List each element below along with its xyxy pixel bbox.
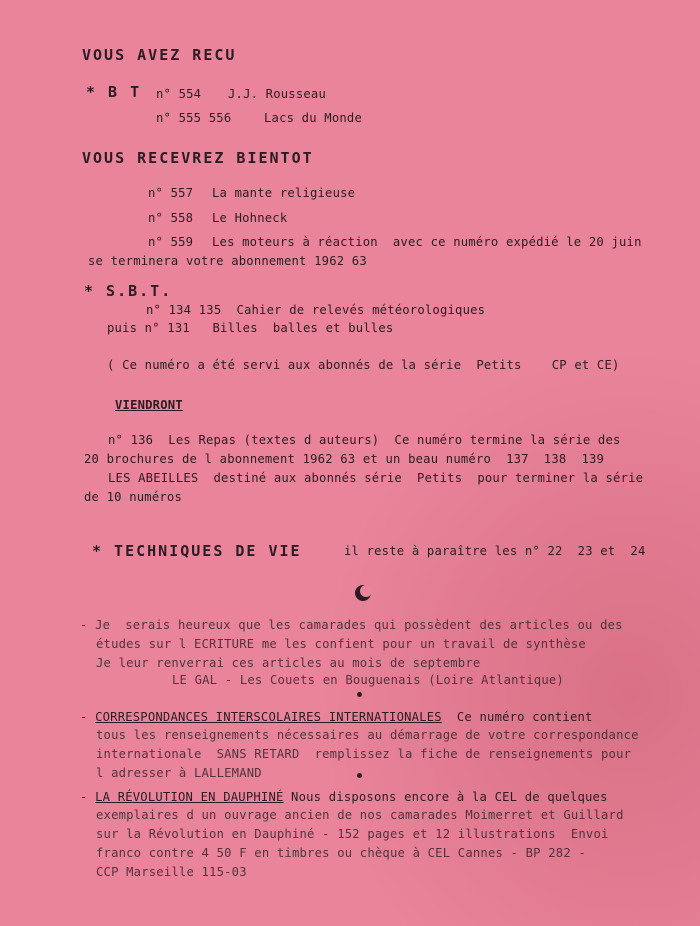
- upcoming-item-number-3: n° 559: [148, 235, 194, 249]
- upcoming-item-number-2: n° 558: [148, 211, 194, 225]
- upcoming-heading: VOUS RECEVREZ BIENTOT: [82, 149, 314, 167]
- upcoming-item-title-1: La mante religieuse: [212, 186, 356, 200]
- viendront-line-4: de 10 numéros: [84, 490, 182, 504]
- received-item-title-2: Lacs du Monde: [264, 111, 362, 125]
- ecriture-line-2: études sur l ECRITURE me les confient pour un travail de synthèse: [96, 637, 586, 651]
- revolution-line-2: exemplaires d un ouvrage ancien de nos camarades Moimerret et Guillard: [96, 808, 624, 822]
- sbt-line-1: n° 134 135 Cahier de relevés météorologiques: [146, 303, 486, 317]
- correspondances-line-4: l adresser à LALLEMAND: [96, 766, 262, 780]
- ecriture-line-3: Je leur renverrai ces articles au mois de septembre: [96, 656, 481, 670]
- sbt-line-2: puis n° 131 Billes balles et bulles: [107, 321, 394, 335]
- viendront-line-1: n° 136 Les Repas (textes d auteurs) Ce numéro termine la série des: [108, 433, 621, 447]
- sbt-label: * S.B.T.: [84, 282, 173, 300]
- viendront-line-2: 20 brochures de l abonnement 1962 63 et un beau numéro 137 138 139: [84, 452, 605, 466]
- upcoming-item-title-3: Les moteurs à réaction avec ce numéro expédié le 20 juin: [212, 235, 642, 249]
- correspondances-line-3: internationale SANS RETARD remplissez la fiche de renseignements pour: [96, 747, 632, 761]
- sbt-note: ( Ce numéro a été servi aux abonnés de la série Petits CP et CE): [107, 358, 620, 372]
- received-item-title-1: J.J. Rousseau: [228, 87, 326, 101]
- subscription-end-text: se terminera votre abonnement 1962 63: [88, 254, 367, 268]
- received-heading: VOUS AVEZ RECU: [82, 46, 237, 64]
- revolution-line-3: sur la Révolution en Dauphiné - 152 pages et 12 illustrations Envoi: [96, 827, 609, 841]
- bt-label: * B T: [86, 83, 142, 101]
- ecriture-line-4: LE GAL - Les Couets en Bouguenais (Loire Atlantique): [172, 673, 564, 687]
- separator-dot: [357, 773, 362, 778]
- revolution-line-1: - LA RÉVOLUTION EN DAUPHINÉ Nous disposons encore à la CEL de quelques: [80, 790, 608, 804]
- techniques-text: il reste à paraître les n° 22 23 et 24: [344, 544, 646, 558]
- viendront-label: VIENDRONT: [115, 398, 183, 412]
- correspondances-line-1: - CORRESPONDANCES INTERSCOLAIRES INTERNATIONALES Ce numéro contient: [80, 710, 593, 724]
- revolution-label: LA RÉVOLUTION EN DAUPHINÉ: [95, 790, 284, 804]
- correspondances-line-2: tous les renseignements nécessaires au démarrage de votre correspondance: [96, 728, 639, 742]
- correspondances-line-1-rest: Ce numéro contient: [441, 710, 593, 724]
- viendront-line-3: LES ABEILLES destiné aux abonnés série Petits pour terminer la série: [108, 471, 644, 485]
- revolution-line-1-rest: Nous disposons encore à la CEL de quelques: [283, 790, 608, 804]
- received-item-number-2: n° 555 556: [156, 111, 232, 125]
- correspondances-label: CORRESPONDANCES INTERSCOLAIRES INTERNATIONALES: [95, 710, 442, 724]
- received-item-number-1: n° 554: [156, 87, 202, 101]
- separator-dot: [357, 692, 362, 697]
- revolution-line-5: CCP Marseille 115-03: [96, 865, 247, 879]
- revolution-line-4: franco contre 4 50 F en timbres ou chèque à CEL Cannes - BP 282 -: [96, 846, 586, 860]
- upcoming-item-number-1: n° 557: [148, 186, 194, 200]
- crescent-ornament-icon: [354, 584, 372, 602]
- ecriture-line-1: - Je serais heureux que les camarades qui possèdent des articles ou des: [80, 618, 623, 632]
- upcoming-item-title-2: Le Hohneck: [212, 211, 288, 225]
- techniques-label: * TECHNIQUES DE VIE: [92, 542, 302, 560]
